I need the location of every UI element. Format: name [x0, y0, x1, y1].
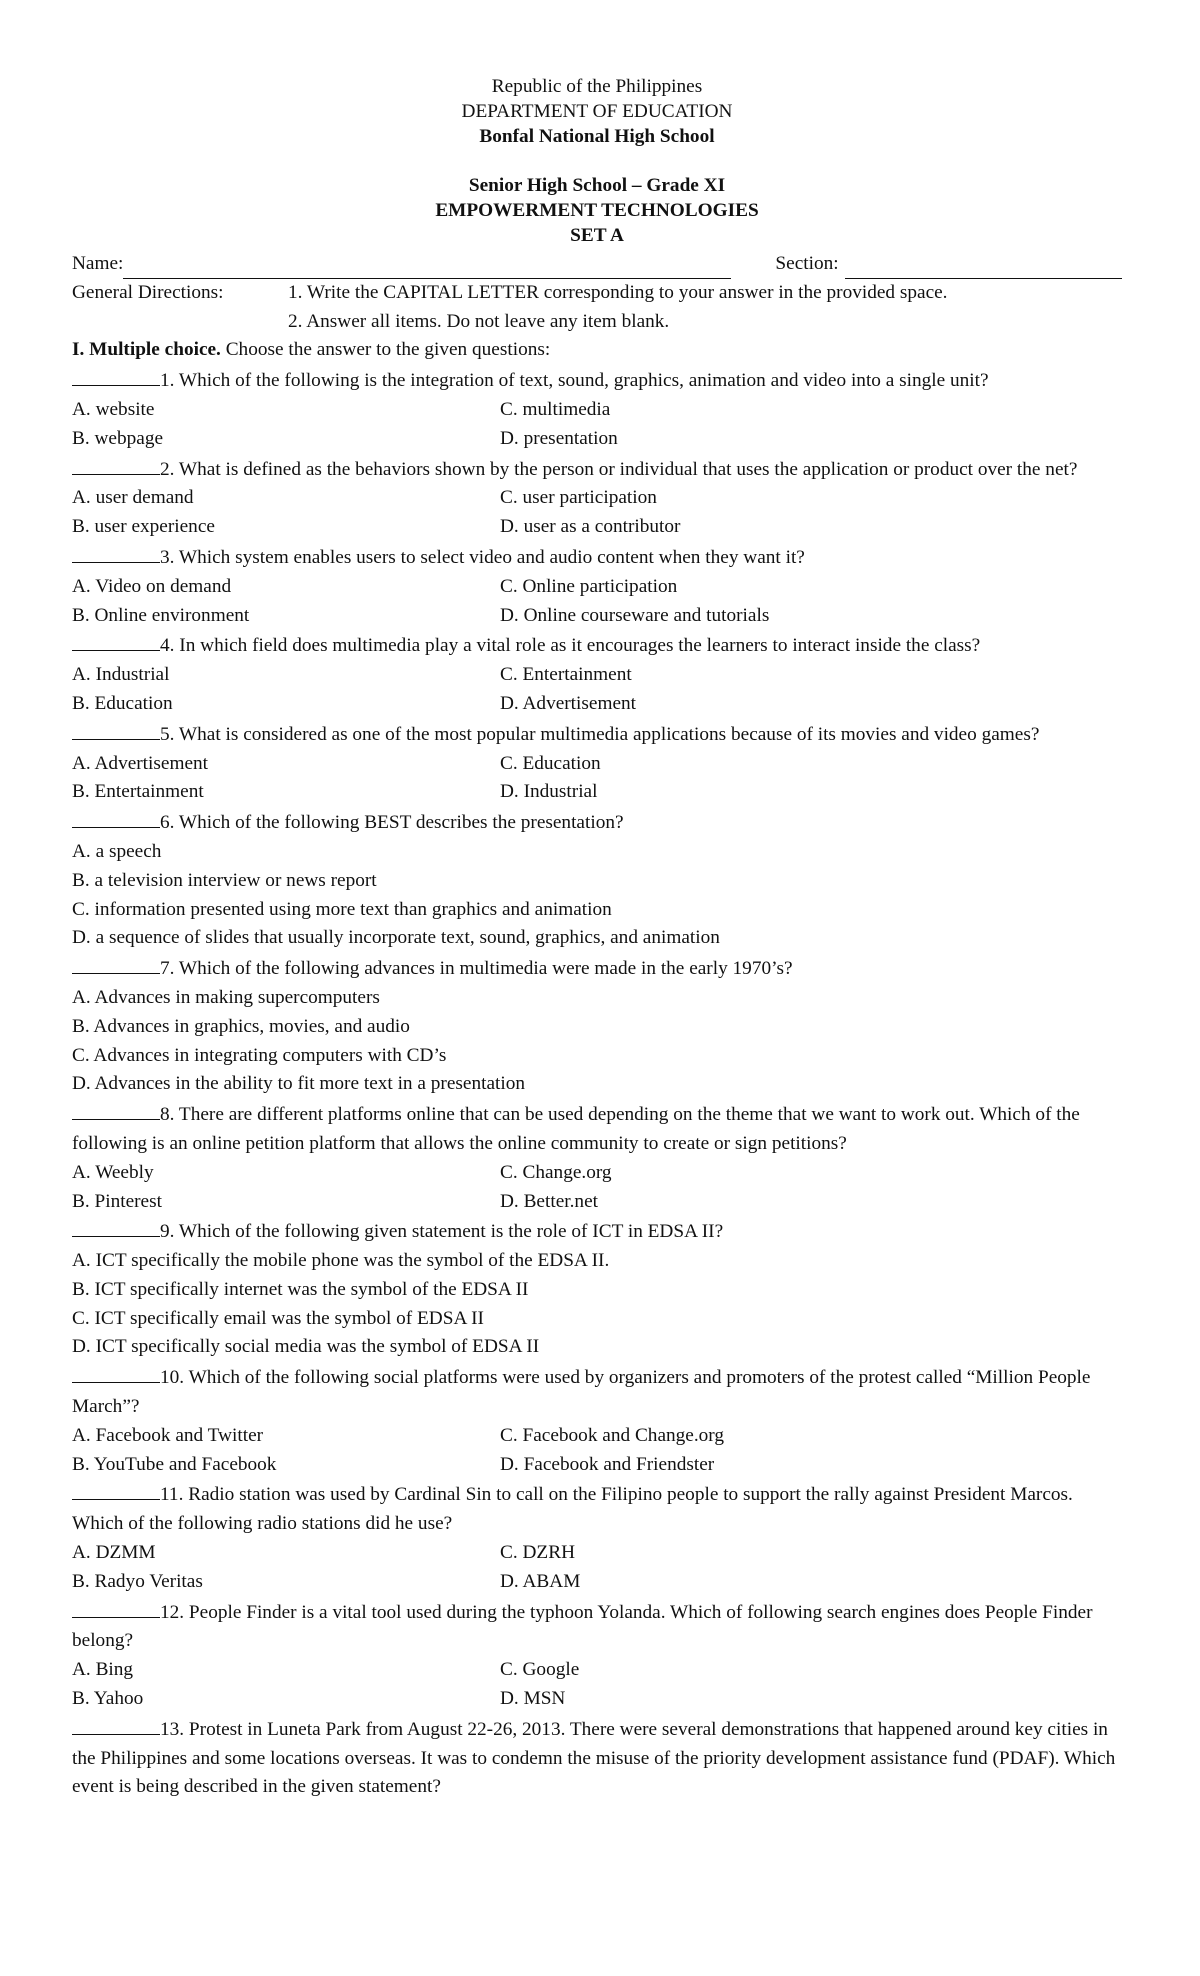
answer-blank[interactable]	[72, 1216, 160, 1237]
question-text: 2. What is defined as the behaviors shown by the person or individual that uses the application or product over the net?	[160, 458, 1078, 480]
option: D. ICT specifically social media was the symbol of EDSA II	[72, 1336, 540, 1358]
question-1	[72, 365, 1122, 396]
option: A. Bing	[72, 1659, 134, 1681]
question-3	[72, 542, 1122, 573]
option: A. user demand	[72, 487, 194, 509]
answer-blank[interactable]	[72, 365, 160, 386]
option: B. Yahoo	[72, 1688, 144, 1710]
part-one-instruction: Choose the answer to the given questions:	[220, 339, 551, 361]
header-spacer	[72, 149, 1122, 173]
question-9-options	[72, 1247, 1122, 1362]
question-5	[72, 719, 1122, 750]
option: C. Change.org	[500, 1161, 612, 1183]
option: A. Advertisement	[72, 752, 209, 774]
header-department: DEPARTMENT OF EDUCATION	[461, 101, 733, 122]
option: B. Entertainment	[72, 781, 204, 803]
option: B. webpage	[72, 427, 164, 449]
option: D. Advertisement	[500, 692, 637, 714]
question-11	[72, 1479, 1122, 1539]
part-one-heading	[72, 336, 1122, 365]
question-3-options	[72, 573, 1122, 631]
general-directions	[72, 279, 1122, 337]
question-text: 11. Radio station was used by Cardinal Sin to call on the Filipino people to support the rally against President Marcos. Which of the following radio stations did he use?	[72, 1484, 1073, 1535]
option: A. Industrial	[72, 664, 170, 686]
question-7	[72, 953, 1122, 984]
question-12	[72, 1597, 1122, 1657]
option: C. Google	[500, 1659, 580, 1681]
option: A. Advances in making supercomputers	[72, 986, 380, 1008]
option: D. Advances in the ability to fit more text in a presentation	[72, 1073, 525, 1095]
answer-blank[interactable]	[72, 454, 160, 475]
option: B. Education	[72, 692, 173, 714]
option: D. user as a contributor	[500, 516, 681, 538]
option: D. ABAM	[500, 1570, 581, 1592]
header-republic: Republic of the Philippines	[491, 76, 703, 97]
option: C. user participation	[500, 487, 657, 509]
answer-blank[interactable]	[72, 630, 160, 651]
answer-blank[interactable]	[72, 719, 160, 740]
option: C. information presented using more text than graphics and animation	[72, 898, 612, 920]
header-subject: EMPOWERMENT TECHNOLOGIES	[435, 200, 759, 221]
option: B. Online environment	[72, 604, 250, 626]
question-text: 9. Which of the following given statement is the role of ICT in EDSA II?	[160, 1221, 724, 1243]
question-text: 6. Which of the following BEST describes the presentation?	[160, 812, 624, 834]
option: B. a television interview or news report	[72, 869, 377, 891]
name-label: Name:	[72, 253, 124, 274]
option: B. Pinterest	[72, 1190, 162, 1212]
question-12-options	[72, 1656, 1122, 1714]
answer-blank[interactable]	[72, 1597, 160, 1618]
option: A. website	[72, 398, 155, 420]
option: C. Online participation	[500, 575, 678, 597]
answer-blank[interactable]	[72, 1099, 160, 1120]
answer-blank[interactable]	[72, 1362, 160, 1383]
question-text: 8. There are different platforms online that can be used depending on the theme that we want to work out. Which of the following is an online petition platform that allows the online community to create or sign petitions?	[72, 1104, 1080, 1154]
question-10-options	[72, 1422, 1122, 1480]
answer-blank[interactable]	[72, 807, 160, 828]
option: D. a sequence of slides that usually incorporate text, sound, graphics, and animation	[72, 927, 720, 949]
question-11-options	[72, 1539, 1122, 1597]
option: B. Radyo Veritas	[72, 1570, 203, 1592]
option: D. Better.net	[500, 1190, 598, 1212]
question-4-options	[72, 661, 1122, 719]
option: A. DZMM	[72, 1542, 156, 1564]
option: C. multimedia	[500, 398, 611, 420]
option: D. MSN	[500, 1688, 566, 1710]
question-8	[72, 1099, 1122, 1159]
question-9	[72, 1216, 1122, 1247]
option: D. presentation	[500, 427, 618, 449]
question-10	[72, 1362, 1122, 1422]
option: A. a speech	[72, 840, 162, 862]
question-7-options	[72, 984, 1122, 1099]
option: C. Advances in integrating computers with CD’s	[72, 1044, 447, 1066]
question-text: 3. Which system enables users to select video and audio content when they want it?	[160, 546, 805, 568]
question-4	[72, 630, 1122, 661]
option: A. Weebly	[72, 1161, 154, 1183]
option: B. user experience	[72, 516, 215, 538]
question-text: 10. Which of the following social platforms were used by organizers and promoters of the protest called “Million People March”?	[72, 1367, 1091, 1418]
question-text: 4. In which field does multimedia play a vital role as it encourages the learners to interact inside the class?	[160, 635, 981, 657]
question-text: 5. What is considered as one of the most popular multimedia applications because of its movies and video games?	[160, 723, 1040, 745]
question-6	[72, 807, 1122, 838]
question-2-options	[72, 484, 1122, 542]
question-text: 7. Which of the following advances in multimedia were made in the early 1970’s?	[160, 958, 793, 980]
option: A. Video on demand	[72, 575, 232, 597]
section-label: Section:	[775, 253, 839, 274]
answer-blank[interactable]	[72, 1479, 160, 1500]
directions-list	[288, 279, 1122, 337]
question-text: 1. Which of the following is the integration of text, sound, graphics, animation and video into a single unit?	[160, 370, 989, 392]
direction-item: 1. Write the CAPITAL LETTER corresponding to your answer in the provided space.	[288, 281, 948, 303]
option: C. Education	[500, 752, 601, 774]
question-text: 12. People Finder is a vital tool used during the typhoon Yolanda. Which of following search engines does People Finder belong?	[72, 1601, 1093, 1652]
question-2	[72, 454, 1122, 485]
option: D. Facebook and Friendster	[500, 1453, 715, 1475]
option: D. Industrial	[500, 781, 598, 803]
header-grade: Senior High School – Grade XI	[468, 175, 726, 196]
option: C. Facebook and Change.org	[500, 1424, 725, 1446]
answer-blank[interactable]	[72, 542, 160, 563]
answer-blank[interactable]	[72, 1714, 160, 1735]
question-1-options	[72, 396, 1122, 454]
option: B. Advances in graphics, movies, and audio	[72, 1015, 410, 1037]
question-13	[72, 1714, 1122, 1802]
question-5-options	[72, 750, 1122, 808]
answer-blank[interactable]	[72, 953, 160, 974]
option: B. YouTube and Facebook	[72, 1453, 277, 1475]
student-info-row	[72, 250, 1122, 279]
option: A. ICT specifically the mobile phone was the symbol of the EDSA II.	[72, 1250, 610, 1272]
question-8-options	[72, 1159, 1122, 1217]
question-6-options	[72, 838, 1122, 953]
option: B. ICT specifically internet was the symbol of the EDSA II	[72, 1278, 529, 1300]
option: C. DZRH	[500, 1542, 575, 1564]
question-text: 13. Protest in Luneta Park from August 22-26, 2013. There were several demonstrations that happened around key cities in the Philippines and some locations overseas. It was to condemn the misuse of the priority development assistance fund (PDAF). Which event is being described in the given statement?	[72, 1718, 1116, 1798]
document-header	[72, 74, 1122, 248]
section-field[interactable]	[845, 256, 1122, 279]
direction-item: 2. Answer all items. Do not leave any item blank.	[288, 310, 670, 332]
name-field[interactable]	[123, 256, 731, 279]
option: A. Facebook and Twitter	[72, 1424, 264, 1446]
option: C. Entertainment	[500, 664, 632, 686]
header-set: SET A	[570, 225, 624, 246]
option: C. ICT specifically email was the symbol of EDSA II	[72, 1307, 484, 1329]
part-one-title: I. Multiple choice.	[72, 339, 221, 361]
directions-label: General Directions:	[72, 281, 224, 303]
option: D. Online courseware and tutorials	[500, 604, 770, 626]
header-school: Bonfal National High School	[479, 126, 715, 147]
